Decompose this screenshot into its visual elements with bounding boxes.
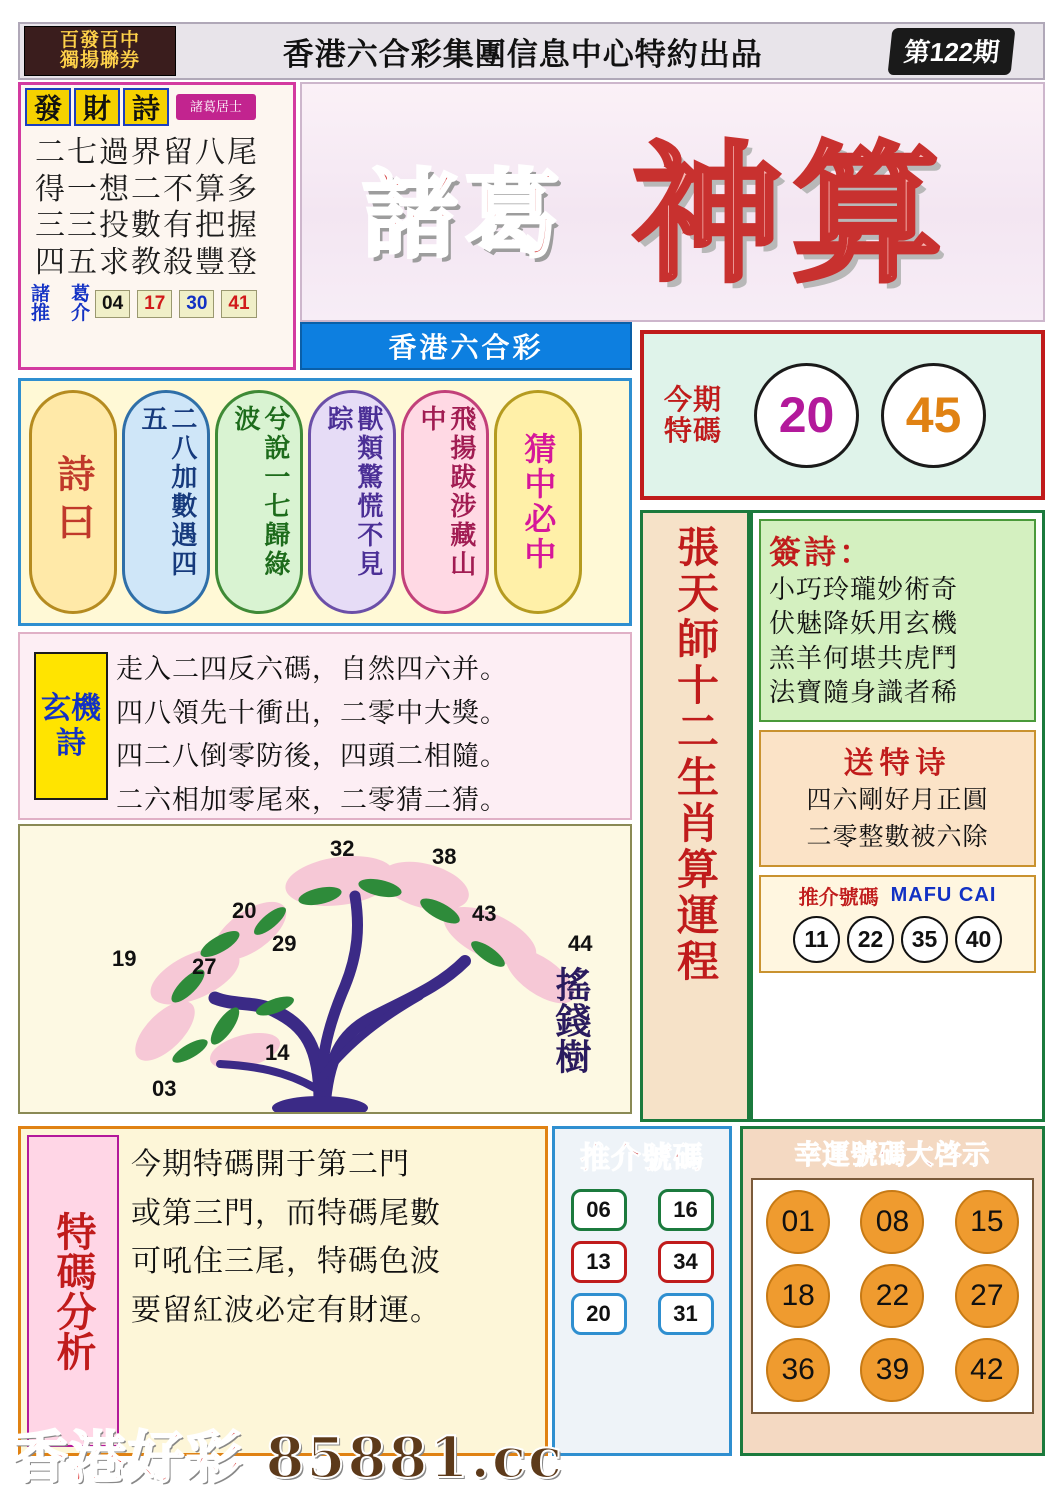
issue-badge: 第122期 — [887, 28, 1015, 75]
recommend-chip: 34 — [658, 1241, 714, 1283]
capsule — [401, 390, 489, 614]
poem-title-char-2: 財 — [74, 88, 120, 126]
oracle-poem-line: 小巧玲瓏妙術奇 — [769, 575, 959, 605]
brand-logo — [24, 26, 176, 76]
lucky-numbers-panel — [740, 1126, 1045, 1456]
recommend-row — [555, 1189, 729, 1231]
bonus-poem-box — [759, 730, 1036, 867]
brand-logo-line2: 獨揚聯券 — [59, 50, 140, 71]
recommend-number: 04 — [95, 290, 130, 318]
tree-number: 14 — [265, 1040, 290, 1065]
capsule — [215, 390, 303, 614]
poem-recommend-numbers — [95, 290, 257, 318]
recommend-numbers-panel-title: 推介號碼 — [580, 1141, 704, 1176]
capsule-text: 飛揚跋涉藏山中 — [416, 405, 476, 579]
recommend-chip: 16 — [658, 1189, 714, 1231]
special-code-box — [640, 330, 1045, 500]
bonus-poem-line: 四六剛好月正圓 — [806, 785, 989, 815]
mystic-poem-line: 二六相加零尾來，二零猜二猜。 — [116, 785, 508, 817]
masthead-title — [300, 82, 1045, 322]
recommend-chip: 06 — [571, 1189, 627, 1231]
tree-number: 27 — [192, 954, 217, 979]
lucky-ball: 15 — [955, 1190, 1019, 1254]
poem-line: 得一想二不算多 — [35, 171, 259, 207]
capsule-poem-row — [18, 378, 632, 626]
recommend-number: 41 — [221, 290, 256, 318]
mystic-poem-box — [18, 632, 632, 820]
lucky-ball: 01 — [766, 1190, 830, 1254]
analysis-line: 可吼住三尾，特碼色波 — [131, 1244, 441, 1280]
tree-number: 03 — [152, 1076, 177, 1101]
poem-recommend-label-line1: 諸 葛 — [31, 284, 92, 306]
capsule-text: 獸類驚慌不見踪 — [323, 405, 383, 579]
money-tree-caption-text: 搖錢樹 — [550, 966, 592, 1074]
poem-recommend-row — [21, 281, 293, 323]
recommend-chip: 13 — [571, 1241, 627, 1283]
lucky-numbers-title: 幸運號碼大啓示 — [794, 1140, 991, 1171]
bonus-poem-line: 二零整數被六除 — [806, 821, 989, 851]
analysis-body — [125, 1129, 545, 1453]
lottery-name-bar: 香港六合彩 — [300, 322, 632, 370]
lucky-numbers-grid — [751, 1178, 1034, 1414]
tree-number: 44 — [568, 931, 593, 956]
money-tree-caption — [551, 966, 590, 1074]
zodiac-fortune-banner-text: 張天師十二生肖算運程 — [671, 525, 720, 985]
poem-recommend-label-line2: 推 介 — [31, 303, 92, 325]
recommend-numbers-header — [767, 881, 1028, 910]
fortune-poem-lines — [21, 129, 293, 281]
recommend-label-en: MAFU CAI — [890, 883, 997, 906]
capsule — [494, 390, 582, 614]
oracle-poem-line: 羔羊何堪共虎鬥 — [769, 643, 959, 674]
capsule-text: 二八加數遇四五 — [137, 405, 197, 579]
poem-author: 諸葛居士 — [176, 94, 256, 120]
recommend-ball: 11 — [793, 916, 840, 963]
recommend-numbers-balls — [767, 916, 1028, 963]
capsule — [29, 390, 117, 614]
special-code-analysis-box — [18, 1126, 548, 1456]
tree-number: 19 — [112, 946, 137, 971]
capsule — [308, 390, 396, 614]
analysis-line: 要留紅波必定有財運。 — [131, 1292, 441, 1328]
recommend-ball: 35 — [901, 916, 948, 963]
fortune-poem-panel — [18, 82, 296, 370]
recommend-ball: 40 — [955, 916, 1002, 963]
analysis-line: 或第三門，而特碼尾數 — [131, 1195, 441, 1231]
recommend-row — [555, 1293, 729, 1335]
tree-number: 38 — [432, 844, 457, 869]
oracle-poem-box — [759, 519, 1036, 722]
brand-logo-line1: 百發百中 — [59, 30, 140, 52]
capsule-text: 兮說一七歸綠波 — [230, 405, 290, 579]
tree-number: 32 — [330, 836, 355, 861]
special-code-label: 今期特碼 — [663, 383, 722, 446]
capsule — [122, 390, 210, 614]
recommend-chip: 31 — [658, 1293, 714, 1335]
masthead-title-right: 神算 — [632, 127, 953, 303]
mystic-poem-line: 四八領先十衝出，二零中大獎。 — [116, 697, 508, 729]
poem-title-char-3: 詩 — [123, 88, 169, 126]
lucky-ball: 22 — [860, 1264, 924, 1328]
poem-line: 四五求教殺豐登 — [35, 244, 259, 280]
lucky-ball: 27 — [955, 1264, 1019, 1328]
recommend-row — [555, 1241, 729, 1283]
money-tree-illustration — [18, 824, 632, 1114]
poem-line: 二七過界留八尾 — [35, 135, 259, 170]
lucky-ball: 18 — [766, 1264, 830, 1328]
fortune-poem-header — [21, 85, 293, 129]
analysis-tag-text: 特碼分析 — [50, 1211, 97, 1371]
poem-recommend-label — [31, 285, 91, 323]
recommend-numbers-box — [759, 875, 1036, 973]
page-title: 香港六合彩集團信息中心特約出品 — [282, 36, 763, 72]
recommend-number: 30 — [179, 290, 214, 318]
mystic-poem-lines — [116, 634, 508, 818]
watermark-text: 香港好彩 — [12, 1425, 244, 1491]
mystic-poem-line: 四二八倒零防後，四頭二相隨。 — [116, 741, 508, 773]
zodiac-fortune-banner — [640, 510, 750, 1122]
tree-number: 20 — [232, 898, 257, 923]
header-bar — [18, 22, 1045, 80]
watermark-site: 85881.cc — [265, 1425, 565, 1491]
poem-title-char-1: 發 — [25, 88, 71, 126]
bonus-poem-title: 送特诗 — [843, 746, 952, 782]
mystic-poem-tag: 玄機詩 — [34, 652, 108, 800]
lucky-ball: 08 — [860, 1190, 924, 1254]
recommend-ball: 22 — [847, 916, 894, 963]
lucky-ball: 42 — [955, 1338, 1019, 1402]
recommend-number: 17 — [137, 290, 172, 318]
analysis-line: 今期特碼開于第二門 — [131, 1147, 410, 1182]
analysis-tag — [27, 1135, 119, 1447]
recommend-numbers-panel — [552, 1126, 732, 1456]
special-code-ball: 20 — [754, 363, 859, 468]
right-column — [750, 510, 1045, 1122]
recommend-chip: 20 — [571, 1293, 627, 1335]
oracle-poem-title: 簽詩： — [769, 533, 875, 571]
capsule-text: 詩曰 — [50, 454, 96, 550]
capsule-text: 猜中必中 — [519, 432, 558, 572]
lucky-ball: 39 — [860, 1338, 924, 1402]
tree-number: 29 — [272, 931, 297, 956]
oracle-poem-line: 法寶隨身識者稀 — [769, 677, 959, 708]
oracle-poem-line: 伏魅降妖用玄機 — [769, 609, 959, 640]
lucky-ball: 36 — [766, 1338, 830, 1402]
special-code-ball: 45 — [881, 363, 986, 468]
recommend-label-cn: 推介號碼 — [798, 886, 879, 909]
watermark — [12, 1414, 564, 1494]
mystic-poem-line: 走入二四反六碼，自然四六并。 — [116, 654, 508, 685]
tree-number: 43 — [472, 901, 497, 926]
poem-line: 三三投數有把握 — [35, 208, 259, 244]
masthead-title-left: 諸葛 — [362, 158, 566, 271]
